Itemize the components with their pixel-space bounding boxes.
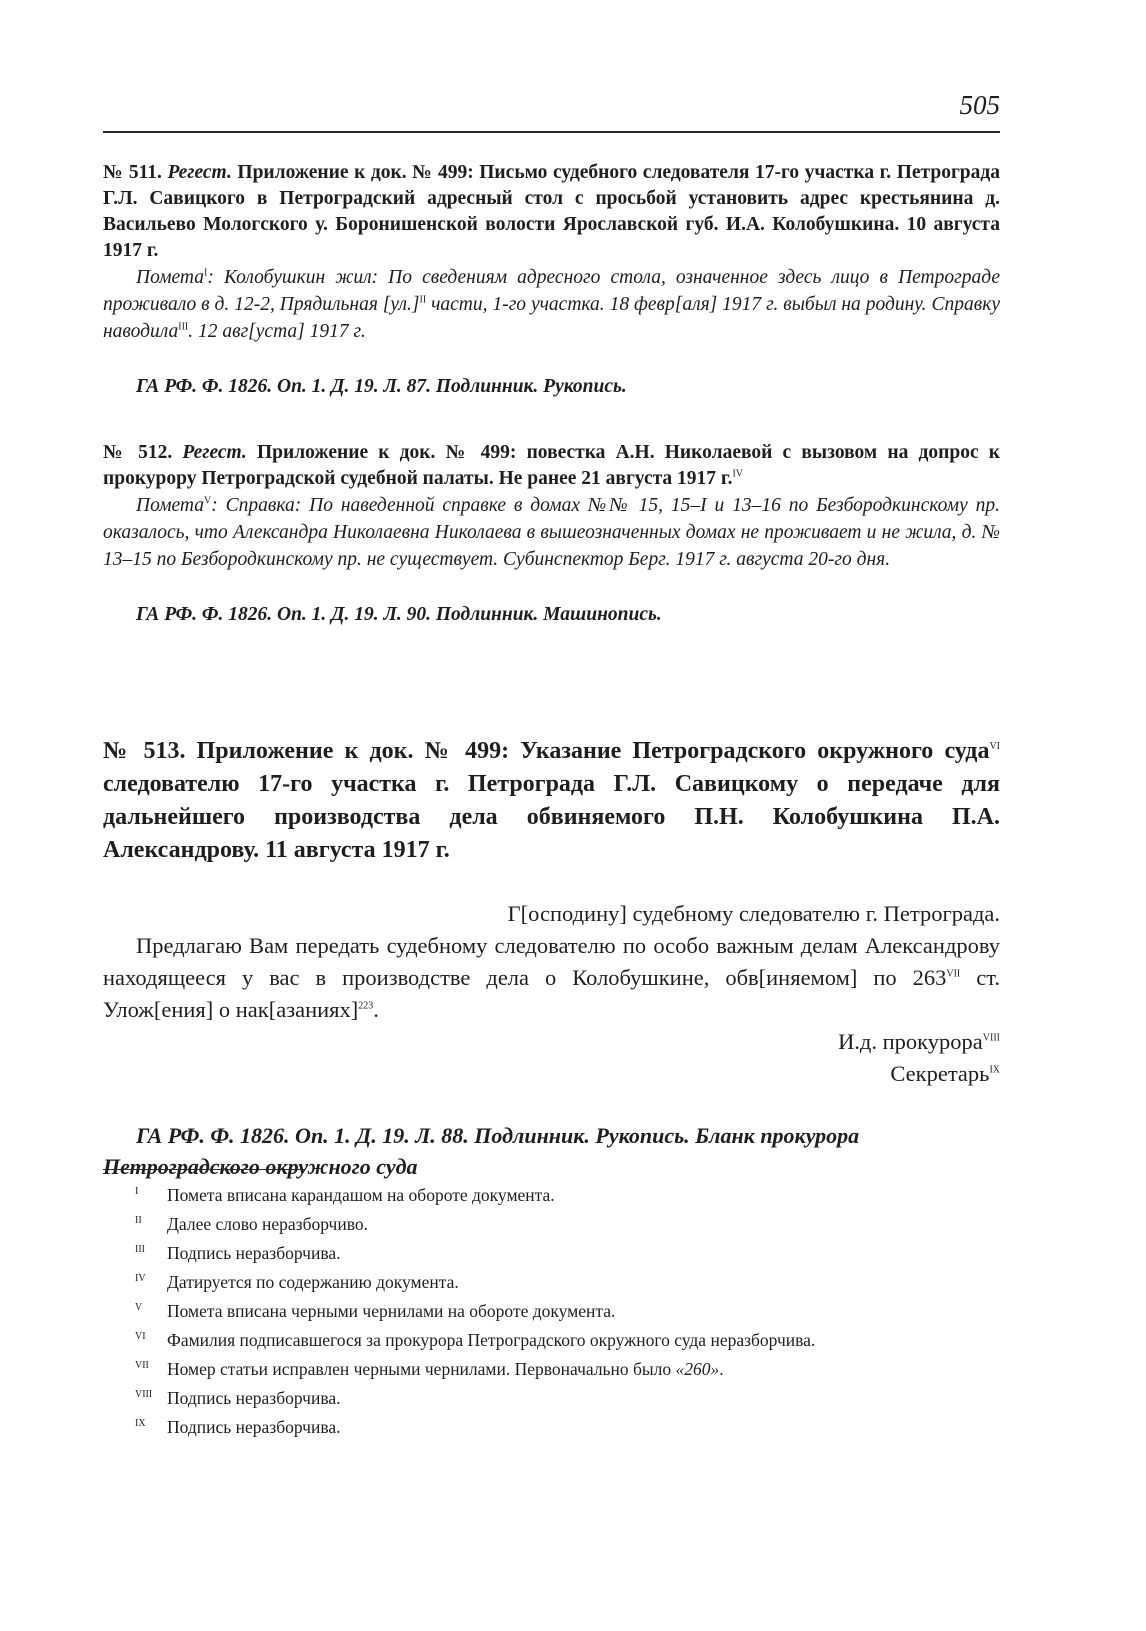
footnote-ref[interactable]: V <box>204 495 212 507</box>
doc-number: № 511. <box>103 162 162 183</box>
page-number: 505 <box>959 90 1000 120</box>
doc-513-signature-secretary: Секретарь$^{IX}$ <box>890 1061 1000 1086</box>
doc-512 <box>103 440 1000 629</box>
footnote-mark: VIII <box>135 1389 153 1400</box>
doc-512-title <box>103 440 1000 492</box>
doc-number: № 512. <box>103 442 173 463</box>
footnotes <box>103 1181 1000 1442</box>
doc-513-signature-prosecutor: И.д. прокурора$^{VIII}$ <box>838 1029 1000 1054</box>
doc-513-address: Г[осподину] судебному следователю г. Петрограда. <box>507 901 1000 926</box>
footnote-mark: VI <box>135 1331 146 1342</box>
doc-kind: Регест. <box>182 442 247 463</box>
doc-513 <box>103 735 1000 1182</box>
doc-511-source: ГА РФ. Ф. 1826. Оп. 1. Д. 19. Л. 87. Подлинник. Рукопись. <box>136 376 627 397</box>
doc-511-note: Помета$^I$: Колобушкин жил: По сведениям адресного стола, означенное здесь лицо в Петрограде проживало в д. 12-2, Прядильная $[ул.]^{II}$ части, 1-го участка. 18 февр[аля] 1917 г. выбыл на родину. Справку наводила$^{III}$. 12 авг[уста] 1917 г. <box>103 267 1000 342</box>
footnote-ref[interactable]: VIII <box>982 1032 1000 1044</box>
footnote-mark: V <box>135 1302 143 1313</box>
doc-513-body: Предлагаю Вам передать судебному следователю по особо важным делам Александрову находящееся у вас в производстве дела о Колобушкине, обв[иняемом] по $263^{VII}$ ст. Улож[ения] о нак[азаниях]$^{223}$. <box>103 933 1000 1022</box>
footnote: III Подпись неразборчива. <box>103 1239 1000 1268</box>
footnote-ref[interactable]: III <box>178 321 189 333</box>
footnote-mark: VII <box>135 1360 149 1371</box>
doc-title-text: Приложение к док. № 499: повестка А.Н. Николаевой с вызовом на допрос к прокурору Петроградской судебной палаты. Не ранее 21 августа 1917 г. <box>103 442 1001 489</box>
footnote: VIII Подпись неразборчива. <box>103 1384 1000 1413</box>
footnote: VII Номер статьи исправлен черными чернилами. Первоначально было «260». <box>103 1355 1000 1384</box>
doc-513-source: ГА РФ. Ф. 1826. Оп. 1. Д. 19. Л. 88. Подлинник. Рукопись. Бланк прокурора Петроградского окружного суда <box>103 1123 860 1179</box>
doc-511 <box>103 160 1000 401</box>
footnote-ref[interactable]: IX <box>989 1064 1000 1076</box>
doc-title-text: Приложение к док. № 499: Письмо судебного следователя 17-го участка г. Петрограда Г.Л. Савицкого в Петроградский адресный стол с просьбой установить адрес крестьянина д. Васильево Мологского у. Боронишенской волости Ярославской губ. И.А. Колобушкина. 10 августа 1917 г. <box>103 162 1001 261</box>
footnote: II Далее слово неразборчиво. <box>103 1210 1000 1239</box>
doc-kind: Регест. <box>167 162 232 183</box>
footnote-ref[interactable]: VI <box>989 741 1000 752</box>
footnote-mark: IV <box>135 1273 146 1284</box>
doc-512-source: ГА РФ. Ф. 1826. Оп. 1. Д. 19. Л. 90. Подлинник. Машинопись. <box>136 604 662 625</box>
footnote-mark: III <box>135 1244 145 1255</box>
footnote: V Помета вписана черными чернилами на обороте документа. <box>103 1297 1000 1326</box>
doc-513-title: № 513. Приложение к док. № 499: Указание Петроградского окружного суда$^{VI}$ следователю 17-го участка г. Петрограда Г.Л. Савицкому о передаче для дальнейшего производства дела обвиняемого П.Н. Колобушкина П.А. Александрову. 11 августа 1917 г. <box>103 738 1000 863</box>
header-rule <box>103 131 1000 133</box>
footnote-ref[interactable]: I <box>204 267 208 279</box>
footnote: I Помета вписана карандашом на обороте документа. <box>103 1181 1000 1210</box>
footnote-rule <box>103 1169 305 1170</box>
endnote-ref[interactable]: 223 <box>358 1000 374 1012</box>
doc-512-note: Помета$^V$: Справка: По наведенной справке в домах №№ 15, 15–I и 13–16 по Безбородкинскому пр. оказалось, что Александра Николаевна Николаева в вышеозначенных домах не проживает и не жила, д. № 13–15 по Безбородкинскому пр. не существует. Субинспектор Берг. 1917 г. августа 20-го дня. <box>103 495 1000 570</box>
footnote-ref[interactable]: IV <box>732 468 744 480</box>
footnote-mark: II <box>135 1215 142 1226</box>
footnote-ref[interactable]: II <box>419 294 427 306</box>
footnote-mark: IX <box>135 1418 146 1429</box>
footnote-ref[interactable]: VII <box>946 968 961 980</box>
footnote-mark: I <box>135 1186 139 1197</box>
footnote: VI Фамилия подписавшегося за прокурора Петроградского окружного суда неразборчива. <box>103 1326 1000 1355</box>
doc-511-title <box>103 160 1000 264</box>
footnote: IX Подпись неразборчива. <box>103 1413 1000 1442</box>
footnote: IV Датируется по содержанию документа. <box>103 1268 1000 1297</box>
